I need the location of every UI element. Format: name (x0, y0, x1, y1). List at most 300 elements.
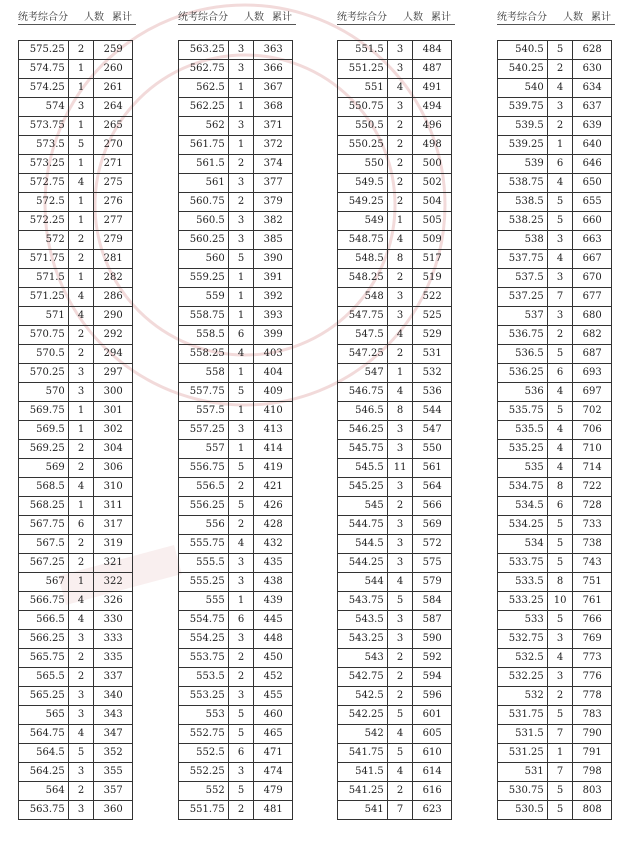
score-cell: 565.75 (19, 649, 69, 668)
table-row (338, 136, 452, 155)
count-cell: 5 (387, 744, 413, 763)
table-row (498, 725, 612, 744)
count-cell: 1 (228, 79, 254, 98)
table-row (179, 98, 293, 117)
score-cell: 573.75 (19, 117, 69, 136)
score-cell: 560.75 (179, 193, 229, 212)
cumulative-cell: 333 (94, 630, 133, 649)
table-row (338, 516, 452, 535)
table-row (498, 326, 612, 345)
score-cell: 557.75 (179, 383, 229, 402)
table-row (498, 60, 612, 79)
cumulative-cell: 494 (413, 98, 452, 117)
count-cell: 7 (547, 725, 573, 744)
count-cell: 3 (547, 630, 573, 649)
score-cell: 561.5 (179, 155, 229, 174)
cumulative-cell: 714 (573, 459, 612, 478)
count-cell: 2 (387, 497, 413, 516)
count-cell: 5 (228, 250, 254, 269)
score-cell: 566.5 (19, 611, 69, 630)
table-row (179, 326, 293, 345)
header-rule (497, 24, 615, 25)
count-cell: 4 (228, 535, 254, 554)
count-cell: 4 (68, 288, 94, 307)
cumulative-cell: 610 (413, 744, 452, 763)
score-cell: 564 (19, 782, 69, 801)
cumulative-cell: 414 (254, 440, 293, 459)
cumulative-cell: 322 (94, 573, 133, 592)
cumulative-cell: 321 (94, 554, 133, 573)
table-row (498, 687, 612, 706)
table-row (179, 269, 293, 288)
score-cell: 569.25 (19, 440, 69, 459)
count-cell: 10 (547, 592, 573, 611)
table-row (498, 231, 612, 250)
score-cell: 536.25 (498, 364, 548, 383)
count-cell: 4 (547, 250, 573, 269)
count-cell: 3 (228, 421, 254, 440)
cumulative-cell: 564 (413, 478, 452, 497)
cumulative-cell: 481 (254, 801, 293, 820)
count-cell: 3 (68, 687, 94, 706)
count-cell: 4 (547, 79, 573, 98)
cumulative-cell: 275 (94, 174, 133, 193)
table-row (338, 421, 452, 440)
score-cell: 562.25 (179, 98, 229, 117)
count-cell: 3 (387, 307, 413, 326)
cumulative-cell: 360 (94, 801, 133, 820)
score-cell: 562.5 (179, 79, 229, 98)
cumulative-cell: 566 (413, 497, 452, 516)
count-cell: 1 (68, 155, 94, 174)
table-row (498, 592, 612, 611)
cumulative-cell: 426 (254, 497, 293, 516)
score-cell: 547.25 (338, 345, 388, 364)
table-row (498, 364, 612, 383)
count-cell: 5 (228, 725, 254, 744)
header-score: 统考综合分 (178, 12, 228, 23)
table-row (19, 782, 133, 801)
table-row (179, 41, 293, 60)
count-cell: 2 (547, 117, 573, 136)
table-row (338, 117, 452, 136)
score-cell: 539.5 (498, 117, 548, 136)
count-cell: 4 (68, 478, 94, 497)
score-cell: 535.25 (498, 440, 548, 459)
score-cell: 554.25 (179, 630, 229, 649)
score-cell: 538 (498, 231, 548, 250)
count-cell: 3 (387, 554, 413, 573)
count-cell: 2 (547, 60, 573, 79)
column-header (497, 8, 615, 23)
cumulative-cell: 614 (413, 763, 452, 782)
table-row (338, 41, 452, 60)
count-cell: 6 (68, 516, 94, 535)
count-cell: 3 (68, 706, 94, 725)
score-cell: 538.25 (498, 212, 548, 231)
header-cumulative: 累计 (591, 12, 611, 23)
count-cell: 4 (387, 763, 413, 782)
table-row (179, 136, 293, 155)
cumulative-cell: 687 (573, 345, 612, 364)
score-cell: 531.25 (498, 744, 548, 763)
table-row (498, 497, 612, 516)
count-cell: 6 (547, 497, 573, 516)
score-cell: 541.25 (338, 782, 388, 801)
table-row (498, 269, 612, 288)
table-row (498, 383, 612, 402)
table-row (179, 592, 293, 611)
count-cell: 2 (68, 326, 94, 345)
count-cell: 3 (228, 763, 254, 782)
cumulative-cell: 484 (413, 41, 452, 60)
table-row (19, 459, 133, 478)
cumulative-cell: 529 (413, 326, 452, 345)
count-cell: 1 (68, 497, 94, 516)
table-row (179, 497, 293, 516)
score-cell: 534 (498, 535, 548, 554)
score-cell: 552.5 (179, 744, 229, 763)
count-cell: 4 (68, 307, 94, 326)
score-cell: 541.75 (338, 744, 388, 763)
count-cell: 1 (68, 421, 94, 440)
cumulative-cell: 294 (94, 345, 133, 364)
score-cell: 561 (179, 174, 229, 193)
cumulative-cell: 623 (413, 801, 452, 820)
score-cell: 571.25 (19, 288, 69, 307)
score-cell: 573.5 (19, 136, 69, 155)
score-cell: 534.5 (498, 497, 548, 516)
table-row (498, 41, 612, 60)
score-cell: 537.75 (498, 250, 548, 269)
cumulative-cell: 261 (94, 79, 133, 98)
count-cell: 2 (547, 326, 573, 345)
count-cell: 6 (228, 744, 254, 763)
table-row (338, 573, 452, 592)
header-rule (178, 24, 296, 25)
table-row (179, 440, 293, 459)
cumulative-cell: 330 (94, 611, 133, 630)
count-cell: 3 (387, 421, 413, 440)
cumulative-cell: 596 (413, 687, 452, 706)
table-row (498, 174, 612, 193)
score-cell: 547.5 (338, 326, 388, 345)
count-cell: 7 (387, 801, 413, 820)
cumulative-cell: 390 (254, 250, 293, 269)
score-table (18, 40, 133, 820)
count-cell: 7 (547, 288, 573, 307)
score-cell: 546.5 (338, 402, 388, 421)
count-cell: 3 (228, 573, 254, 592)
table-row (338, 402, 452, 421)
count-cell: 5 (387, 592, 413, 611)
count-cell: 1 (68, 573, 94, 592)
count-cell: 1 (228, 592, 254, 611)
count-cell: 2 (68, 535, 94, 554)
table-row (498, 706, 612, 725)
table-row (19, 725, 133, 744)
count-cell: 1 (68, 212, 94, 231)
score-cell: 553.5 (179, 668, 229, 687)
cumulative-cell: 279 (94, 231, 133, 250)
cumulative-cell: 282 (94, 269, 133, 288)
score-cell: 560 (179, 250, 229, 269)
cumulative-cell: 769 (573, 630, 612, 649)
cumulative-cell: 547 (413, 421, 452, 440)
count-cell: 1 (228, 440, 254, 459)
table-row (179, 516, 293, 535)
count-cell: 4 (387, 573, 413, 592)
score-cell: 545.25 (338, 478, 388, 497)
score-cell: 533.25 (498, 592, 548, 611)
count-cell: 3 (228, 554, 254, 573)
table-row (19, 630, 133, 649)
table-row (19, 668, 133, 687)
count-cell: 2 (387, 136, 413, 155)
table-row (19, 687, 133, 706)
cumulative-cell: 277 (94, 212, 133, 231)
cumulative-cell: 798 (573, 763, 612, 782)
score-cell: 559 (179, 288, 229, 307)
score-cell: 550.25 (338, 136, 388, 155)
cumulative-cell: 522 (413, 288, 452, 307)
score-cell: 557.25 (179, 421, 229, 440)
count-cell: 1 (228, 98, 254, 117)
table-row (498, 801, 612, 820)
count-cell: 4 (547, 421, 573, 440)
cumulative-cell: 281 (94, 250, 133, 269)
cumulative-cell: 517 (413, 250, 452, 269)
table-row (338, 554, 452, 573)
table-row (498, 630, 612, 649)
cumulative-cell: 544 (413, 402, 452, 421)
count-cell: 3 (547, 98, 573, 117)
cumulative-cell: 722 (573, 478, 612, 497)
table-row (19, 212, 133, 231)
count-cell: 1 (547, 744, 573, 763)
score-cell: 569 (19, 459, 69, 478)
count-cell: 1 (68, 269, 94, 288)
cumulative-cell: 500 (413, 155, 452, 174)
table-row (19, 117, 133, 136)
score-cell: 560.25 (179, 231, 229, 250)
cumulative-cell: 357 (94, 782, 133, 801)
table-row (19, 60, 133, 79)
score-cell: 549 (338, 212, 388, 231)
count-cell: 6 (228, 326, 254, 345)
table-row (498, 193, 612, 212)
cumulative-cell: 498 (413, 136, 452, 155)
cumulative-cell: 404 (254, 364, 293, 383)
count-cell: 2 (68, 345, 94, 364)
score-cell: 540.25 (498, 60, 548, 79)
table-row (19, 250, 133, 269)
score-cell: 540 (498, 79, 548, 98)
table-row (498, 440, 612, 459)
score-cell: 572.25 (19, 212, 69, 231)
table-row (179, 687, 293, 706)
count-cell: 3 (228, 41, 254, 60)
score-cell: 543.75 (338, 592, 388, 611)
count-cell: 2 (387, 269, 413, 288)
score-cell: 571.5 (19, 269, 69, 288)
count-cell: 6 (547, 155, 573, 174)
cumulative-cell: 519 (413, 269, 452, 288)
cumulative-cell: 355 (94, 763, 133, 782)
cumulative-cell: 592 (413, 649, 452, 668)
score-cell: 534.25 (498, 516, 548, 535)
count-cell: 2 (387, 117, 413, 136)
table-row (19, 421, 133, 440)
header-count: 人数 (563, 12, 583, 23)
count-cell: 2 (228, 668, 254, 687)
count-cell: 3 (228, 212, 254, 231)
header-score: 统考综合分 (497, 12, 547, 23)
count-cell: 4 (68, 174, 94, 193)
cumulative-cell: 450 (254, 649, 293, 668)
count-cell: 4 (68, 725, 94, 744)
count-cell: 1 (68, 193, 94, 212)
count-cell: 5 (547, 535, 573, 554)
score-cell: 567.25 (19, 554, 69, 573)
table-row (19, 136, 133, 155)
count-cell: 5 (547, 706, 573, 725)
table-row (498, 478, 612, 497)
score-cell: 541 (338, 801, 388, 820)
cumulative-cell: 706 (573, 421, 612, 440)
cumulative-cell: 738 (573, 535, 612, 554)
count-cell: 1 (68, 117, 94, 136)
score-cell: 573.25 (19, 155, 69, 174)
cumulative-cell: 502 (413, 174, 452, 193)
cumulative-cell: 803 (573, 782, 612, 801)
count-cell: 2 (228, 478, 254, 497)
count-cell: 3 (547, 231, 573, 250)
table-row (19, 402, 133, 421)
score-cell: 539.75 (498, 98, 548, 117)
score-cell: 569.5 (19, 421, 69, 440)
score-cell: 548.5 (338, 250, 388, 269)
cumulative-cell: 670 (573, 269, 612, 288)
table-row (338, 231, 452, 250)
cumulative-cell: 639 (573, 117, 612, 136)
score-cell: 571 (19, 307, 69, 326)
cumulative-cell: 590 (413, 630, 452, 649)
count-cell: 4 (387, 383, 413, 402)
table-row (498, 554, 612, 573)
score-cell: 543.25 (338, 630, 388, 649)
score-cell: 564.75 (19, 725, 69, 744)
count-cell: 2 (387, 193, 413, 212)
table-row (338, 60, 452, 79)
cumulative-cell: 377 (254, 174, 293, 193)
score-cell: 535 (498, 459, 548, 478)
cumulative-cell: 363 (254, 41, 293, 60)
score-cell: 574.75 (19, 60, 69, 79)
cumulative-cell: 421 (254, 478, 293, 497)
table-row (498, 155, 612, 174)
table-row (19, 554, 133, 573)
score-cell: 569.75 (19, 402, 69, 421)
table-row (19, 231, 133, 250)
score-cell: 555.25 (179, 573, 229, 592)
score-cell: 558.5 (179, 326, 229, 345)
table-row (179, 79, 293, 98)
cumulative-cell: 575 (413, 554, 452, 573)
count-cell: 3 (68, 98, 94, 117)
count-cell: 4 (547, 440, 573, 459)
score-table (178, 40, 293, 820)
count-cell: 2 (68, 41, 94, 60)
cumulative-cell: 452 (254, 668, 293, 687)
cumulative-cell: 783 (573, 706, 612, 725)
score-cell: 565.25 (19, 687, 69, 706)
score-cell: 543 (338, 649, 388, 668)
cumulative-cell: 531 (413, 345, 452, 364)
score-cell: 544.25 (338, 554, 388, 573)
table-row (179, 763, 293, 782)
score-cell: 546.75 (338, 383, 388, 402)
count-cell: 3 (387, 630, 413, 649)
cumulative-cell: 259 (94, 41, 133, 60)
count-cell: 4 (547, 174, 573, 193)
cumulative-cell: 419 (254, 459, 293, 478)
cumulative-cell: 445 (254, 611, 293, 630)
score-cell: 566.25 (19, 630, 69, 649)
score-cell: 550.75 (338, 98, 388, 117)
cumulative-cell: 393 (254, 307, 293, 326)
score-cell: 558.75 (179, 307, 229, 326)
score-cell: 538.75 (498, 174, 548, 193)
table-row (338, 383, 452, 402)
cumulative-cell: 311 (94, 497, 133, 516)
score-cell: 574 (19, 98, 69, 117)
score-cell: 549.5 (338, 174, 388, 193)
table-row (338, 288, 452, 307)
score-cell: 552.25 (179, 763, 229, 782)
count-cell: 2 (387, 155, 413, 174)
count-cell: 3 (387, 516, 413, 535)
score-cell: 534.75 (498, 478, 548, 497)
cumulative-cell: 693 (573, 364, 612, 383)
table-row (19, 155, 133, 174)
cumulative-cell: 550 (413, 440, 452, 459)
cumulative-cell: 637 (573, 98, 612, 117)
cumulative-cell: 601 (413, 706, 452, 725)
count-cell: 1 (228, 136, 254, 155)
score-cell: 530.5 (498, 801, 548, 820)
cumulative-cell: 682 (573, 326, 612, 345)
score-cell: 564.25 (19, 763, 69, 782)
table-row (498, 250, 612, 269)
count-cell: 2 (68, 668, 94, 687)
score-cell: 553.75 (179, 649, 229, 668)
table-row (338, 592, 452, 611)
score-cell: 555.5 (179, 554, 229, 573)
score-cell: 543.5 (338, 611, 388, 630)
cumulative-cell: 808 (573, 801, 612, 820)
cumulative-cell: 569 (413, 516, 452, 535)
count-cell: 2 (228, 155, 254, 174)
table-row (338, 364, 452, 383)
score-cell: 540.5 (498, 41, 548, 60)
score-cell: 571.75 (19, 250, 69, 269)
table-row (179, 630, 293, 649)
count-cell: 2 (228, 516, 254, 535)
count-cell: 4 (387, 326, 413, 345)
count-cell: 5 (547, 782, 573, 801)
score-cell: 562.75 (179, 60, 229, 79)
